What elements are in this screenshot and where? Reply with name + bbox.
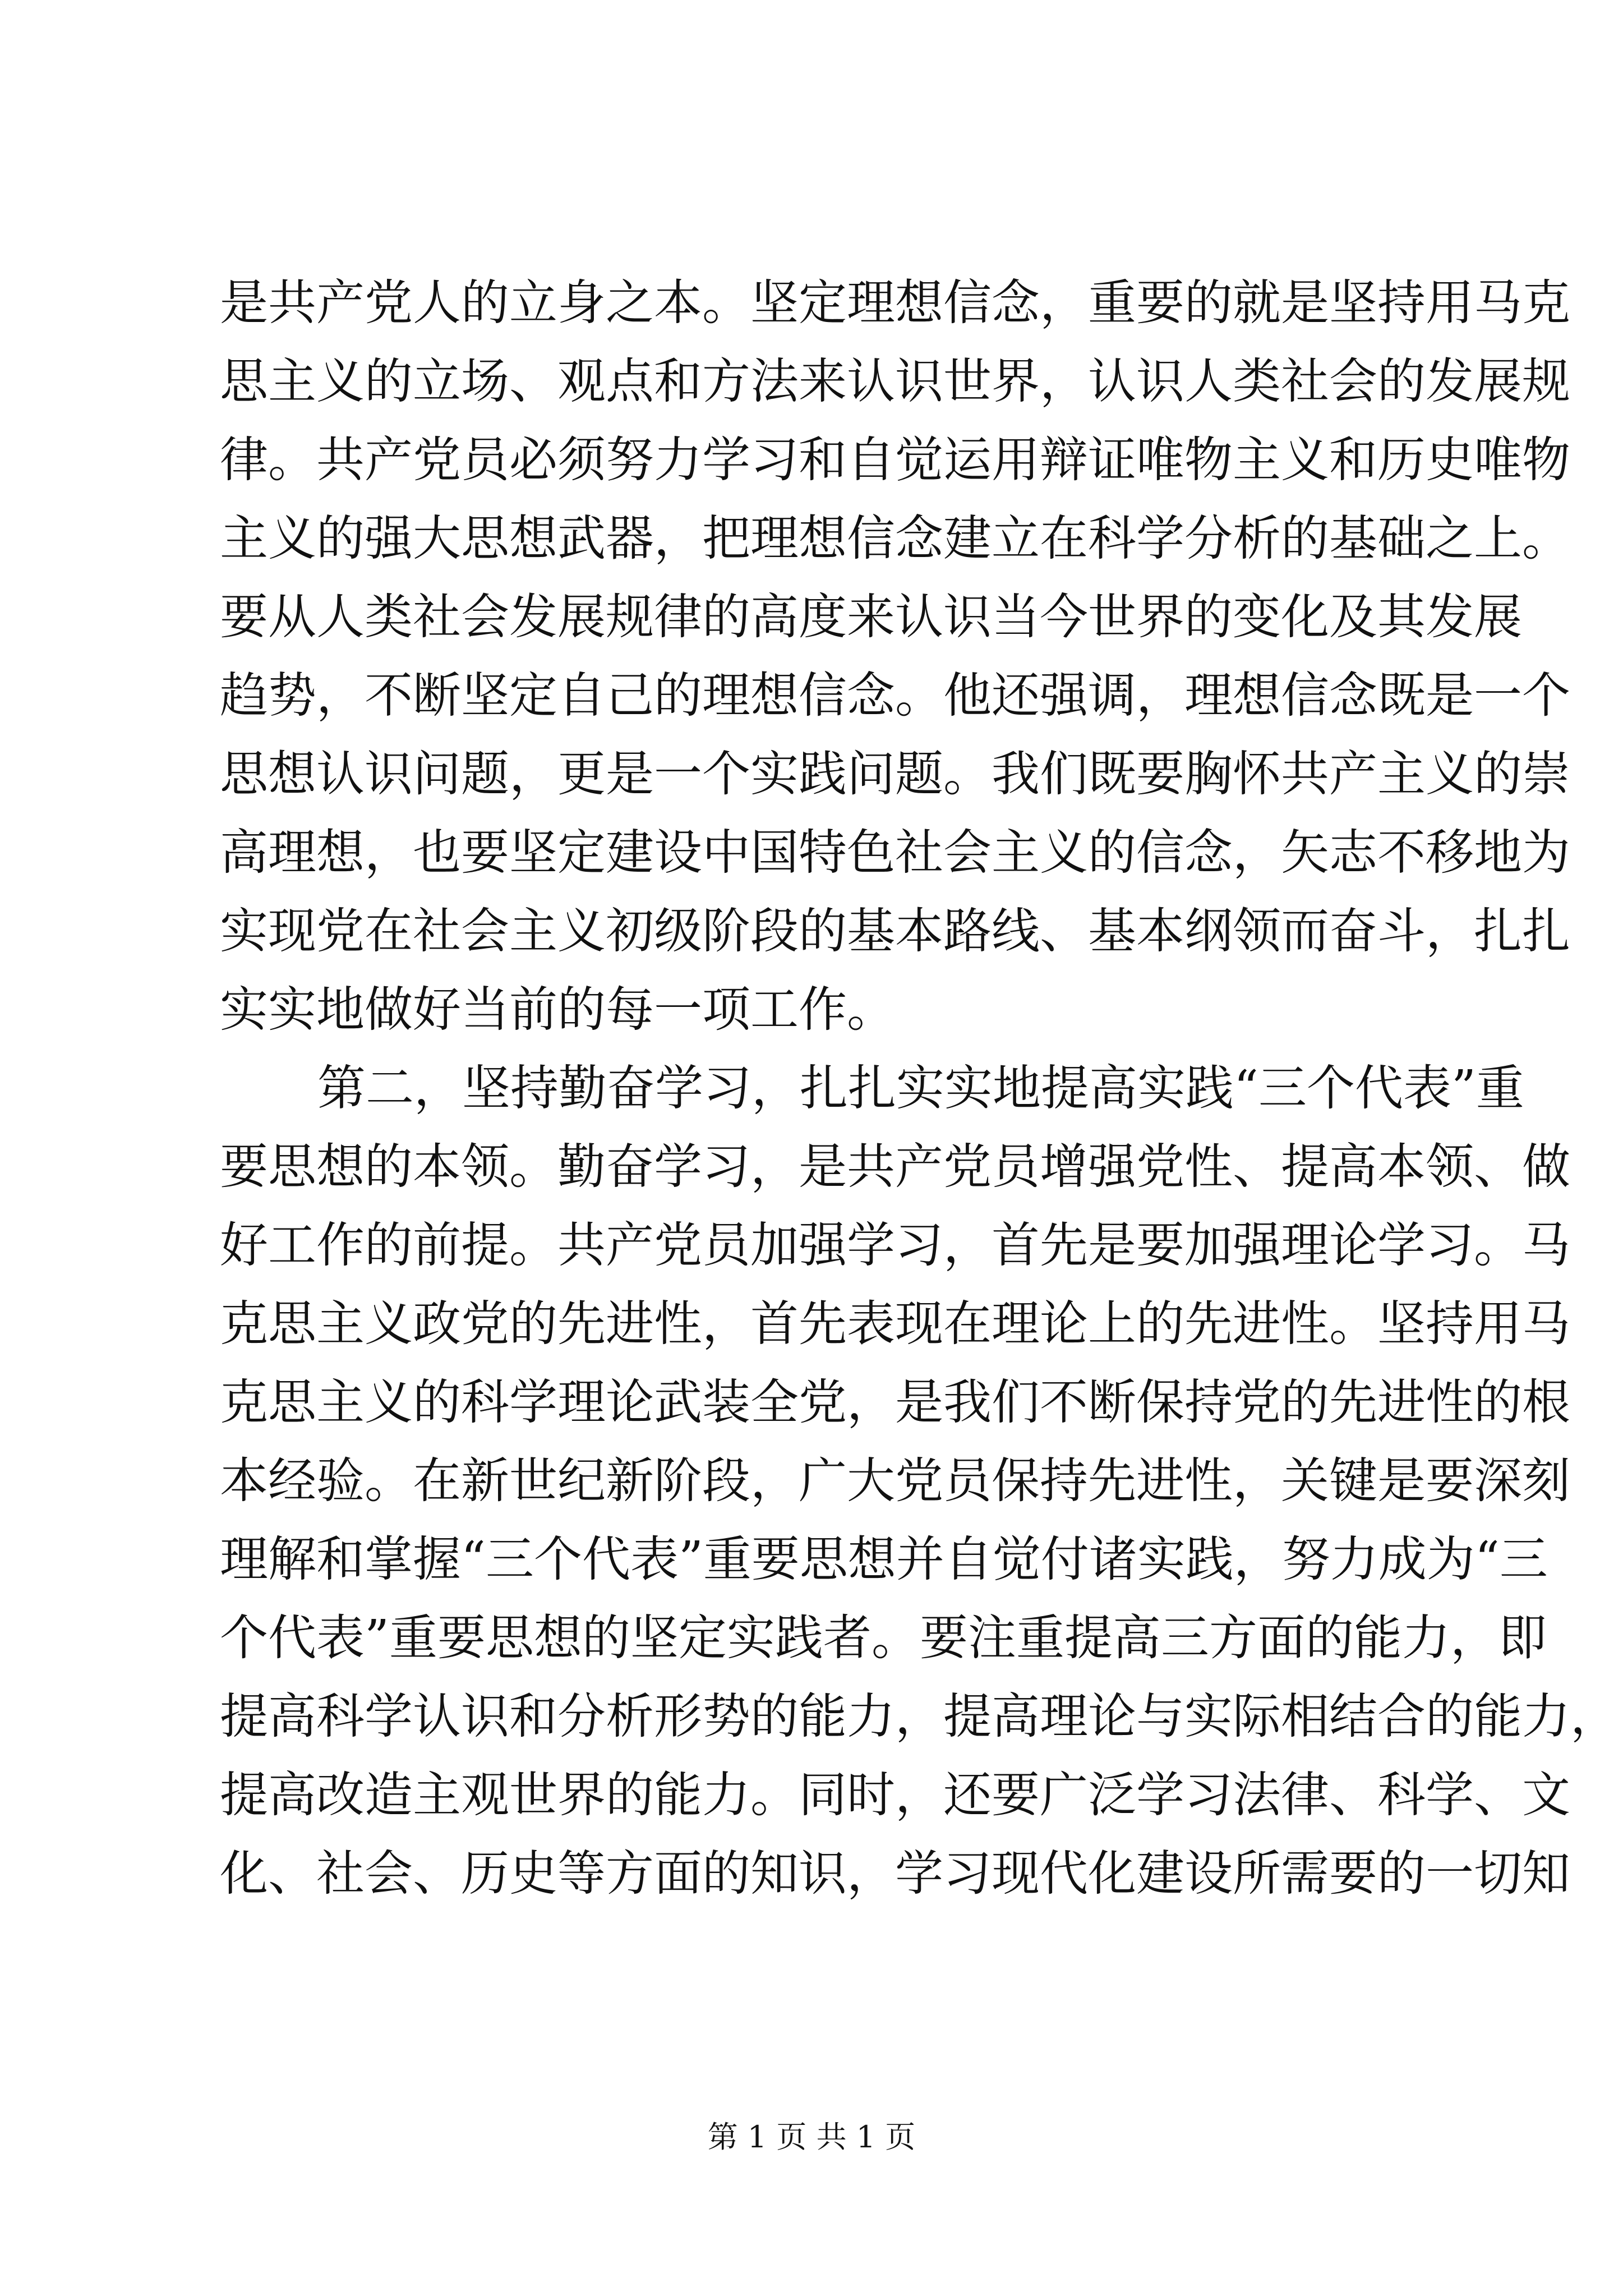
paragraph-2 bbox=[220, 1049, 1619, 1913]
text-line: 化、社会、历史等方面的知识，学习现代化建设所需要的一切知 bbox=[220, 1846, 1570, 1902]
text-line: 克思主义政党的先进性，首先表现在理论上的先进性。坚持用马 bbox=[220, 1296, 1570, 1352]
text-line: 实实地做好当前的每一项工作。 bbox=[220, 982, 895, 1038]
text-line: 本经验。在新世纪新阶段，广大党员保持先进性，关键是要深刻 bbox=[220, 1453, 1570, 1509]
text-line: 实现党在社会主义初级阶段的基本路线、基本纲领而奋斗，扎扎 bbox=[220, 903, 1570, 959]
text-line: 高理想，也要坚定建设中国特色社会主义的信念，矢志不移地为 bbox=[220, 825, 1570, 881]
text-line: 个代表”重要思想的坚定实践者。要注重提高三方面的能力，即 bbox=[220, 1610, 1547, 1666]
text-line: 要从人类社会发展规律的高度来认识当今世界的变化及其发展 bbox=[220, 589, 1522, 645]
paragraph-1 bbox=[220, 264, 1570, 1049]
text-line: 律。共产党员必须努力学习和自觉运用辩证唯物主义和历史唯物 bbox=[220, 432, 1570, 488]
text-line: 克思主义的科学理论武装全党，是我们不断保持党的先进性的根 bbox=[220, 1374, 1570, 1430]
text-line: 理解和掌握“三个代表”重要思想并自觉付诸实践，努力成为“三 bbox=[220, 1531, 1548, 1588]
text-line: 思想认识问题，更是一个实践问题。我们既要胸怀共产主义的崇 bbox=[220, 746, 1570, 802]
text-line: 好工作的前提。共产党员加强学习，首先是要加强理论学习。马 bbox=[220, 1217, 1570, 1273]
page-footer: 第 1 页 共 1 页 bbox=[707, 2119, 916, 2155]
text-line: 提高科学认识和分析形势的能力，提高理论与实际相结合的能力， bbox=[220, 1688, 1619, 1745]
text-line: 是共产党人的立身之本。坚定理想信念，重要的就是坚持用马克 bbox=[220, 275, 1570, 331]
text-line: 主义的强大思想武器，把理想信念建立在科学分析的基础之上。 bbox=[220, 510, 1570, 567]
text-line: 趋势，不断坚定自己的理想信念。他还强调，理想信念既是一个 bbox=[220, 668, 1570, 724]
text-line: 第二，坚持勤奋学习，扎扎实实地提高实践“三个代表”重 bbox=[317, 1060, 1524, 1116]
text-line: 提高改造主观世界的能力。同时，还要广泛学习法律、科学、文 bbox=[220, 1767, 1570, 1823]
text-line: 思主义的立场、观点和方法来认识世界，认识人类社会的发展规 bbox=[220, 353, 1570, 409]
document-body bbox=[220, 264, 1619, 1913]
text-line: 要思想的本领。勤奋学习，是共产党员增强党性、提高本领、做 bbox=[220, 1139, 1570, 1195]
